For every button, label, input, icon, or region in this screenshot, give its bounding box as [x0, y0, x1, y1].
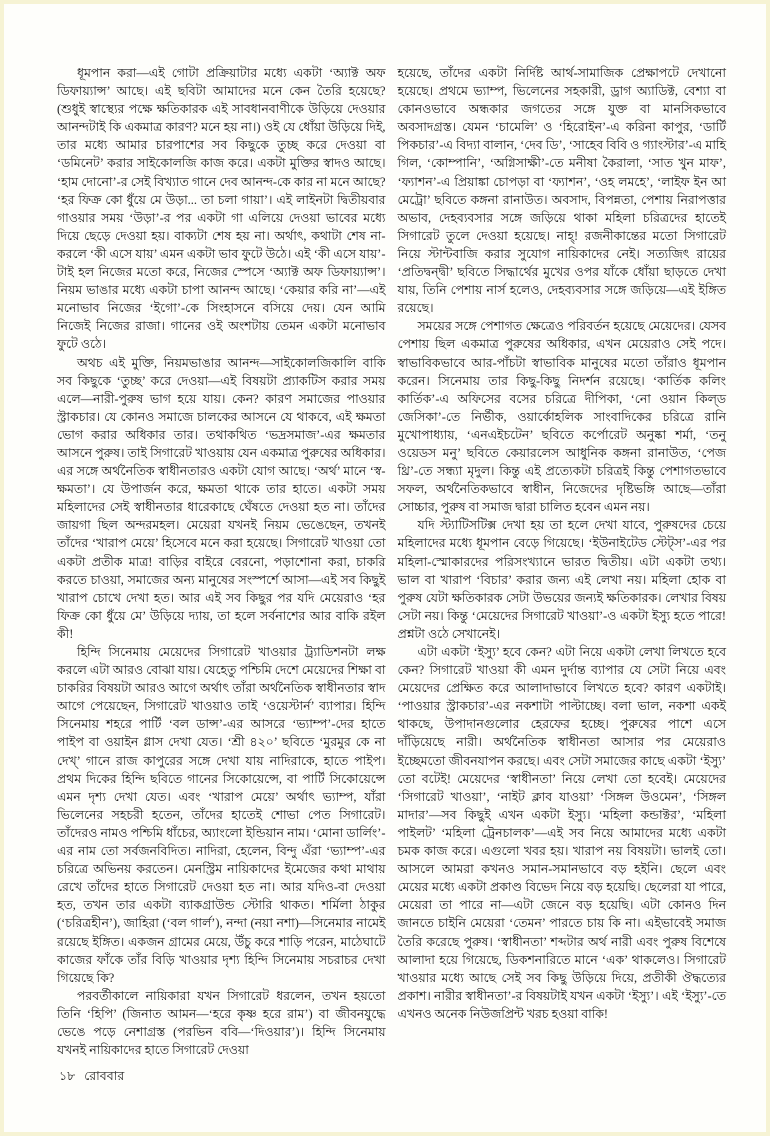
magazine-title: রোববার: [84, 1069, 125, 1083]
article-paragraph: ধূমপান করা—এই গোটা প্রক্রিয়াটার মধ্যে একটা ‘অ্যাক্ট অফ ডিফায়্যান্স’ আছে। এই ছবিটা আমাদের মনে কেন তৈরি হয়েছে? (শুধুই স্বাস্থ্যের পক্ষে ক্ষতিকারক এই সাবধানবাণীকে উড়িয়ে দেওয়ার আনন্দটাই কি একমাত্র কারণ? মনে হয় না।) ওই যে ধোঁয়া উড়িয়ে দিই, তার মধ্যে আমার চারপাশের সব কিছুকে তুচ্ছ করে দেওয়া বা ‘ডমিনেট’ করার সাইকোলজি কাজ করে। একটা মুক্তির স্বাদও আছে। ‘হাম দোনো’-র সেই বিখ্যাত গানে দেব আনন্দ-কে কার না মনে আছে? ‘হর ফিক্র কো ধুঁয়ে মে উড়া... তা চলা গায়া’। এই লাইনটা দ্বিতীয়বার গাওয়ার সময় ‘উড়া’-র পর একটা গা এলিয়ে দেওয়া ভাবের মধ্যে দিয়ে ছেড়ে দেওয়া হয়। বাক্যটা শেষ হয় না। অর্থাৎ, কথাটা শেষ না-করলে ‘কী এসে যায়’ এমন একটা ভাব ফুটে উঠে। এই ‘কী এসে যায়’-টাই হল নিজের মতো করে, নিজের স্পেসে ‘অ্যাক্ট অফ ডিফায়্যান্স’। নিয়ম ভাঙার মধ্যে একটা চাপা আনন্দ আছে। ‘কেয়ার করি না’—এই মনোভাব নিজের ‘ইগো’-কে সিংহাসনে বসিয়ে দেয়। যেন আমি নিজেই নিজের রাজা। গানের ওই অংশটায় তেমন একটা মনোভাব ফুটে ওঠে।: [57, 66, 386, 352]
article-paragraph: অথচ এই মুক্তি, নিয়মভাঙার আনন্দ—সাইকোলজিকালি বাকি সব কিছুকে ‘তুচ্ছ’ করে দেওয়া—এই বিষয়টা প্র্যাকটিস করার সময় এলে—নারী-পুরুষ ভাগ হয়ে যায়। কেন? কারণ সমাজের পাওয়ার স্ট্রাকচার। যে কোনও সমাজে চালকের আসনে যে থাকবে, এই ক্ষমতা ভোগ করার অধিকার তার। তথাকথিত ‘ভদ্রসমাজ’-এর ক্ষমতার আসনে পুরুষ। তাই সিগারেট খাওয়ায় যেন একমাত্র পুরুষের অধিকার। এর সঙ্গে অর্থনৈতিক স্বাধীনতারও একটা যোগ আছে। ‘অর্থ’ মানে ‘স্ব-ক্ষমতা’। যে উপার্জন করে, ক্ষমতা থাকে তার হাতে। একটা সময় মহিলাদের সেই স্বাধীনতার ধারেকাছে ঘেঁষতে দেওয়া হত না। তাঁদের জায়গা ছিল অন্দরমহল। মেয়েরা যখনই নিয়ম ভেঙেছেন, তখনই তাঁদের ‘খারাপ মেয়ে’ হিসেবে মনে করা হয়েছে। সিগারেট খাওয়া তো একটা প্রতীক মাত্র! বাড়ির বাইরে বেরনো, পড়াশোনা করা, চাকরি করতে চাওয়া, সমাজের অন্য মানুষের সংস্পর্শে আসা—এই সব কিছুই খারাপ চোখে দেখা হত। আর এই সব কিছুর পর যদি মেয়েরাও ‘হর ফিক্র কো ধুঁয়ে মে’ উড়িয়ে দ্যায়, তা হলে সর্বনাশের আর বাকি রইল কী!: [57, 355, 386, 641]
article-body: [57, 64, 726, 1059]
article-paragraph: সময়ের সঙ্গে পেশাগত ক্ষেত্রেও পরিবর্তন হয়েছে মেয়েদের। যেসব পেশায় ছিল একমাত্র পুরুষের অধিকার, এখন মেয়েরাও সেই পদে। স্বাভাবিকভাবে আর-পাঁচটা স্বাভাবিক মানুষের মতো তাঁরাও ধূমপান করেন। সিনেমায় তার কিছু-কিছু নিদর্শন রয়েছে। ‘কার্তিক কলিং কার্তিক’-এ অফিসের বসের চরিত্রে দীপিকা, ‘নো ওয়ান কিল্‌ড জেসিকা’-তে নির্ভীক, ওয়ার্কোহলিক সাংবাদিকের চরিত্রে রানি মুখোপাধ্যায়, ‘এনএইচটেন’ ছবিতে কর্পোরেট অনুষ্কা শর্মা, ‘তনু ওয়েডস মনু’ ছবিতে কেয়ারলেস আধুনিক কঙ্গনা রানাউত, ‘পেজ থ্রি’-তে সন্ধ্যা মৃদুল। কিন্তু এই প্রত্যেকটা চরিত্রই কিন্তু পেশাগতভাবে সফল, অর্থনৈতিকভাবে স্বাধীন, নিজেদের দৃষ্টিভঙ্গি আছে—তাঁরা সোচ্চার, পুরুষ বা সমাজ দ্বারা চালিত হবেন এমন নয়।: [397, 319, 726, 515]
article-paragraph: হিন্দি সিনেমায় মেয়েদের সিগারেট খাওয়ার ট্র্যাডিশনটা লক্ষ করলে এটা আরও বোঝা যায়। যেহেতু পশ্চিমি দেশে মেয়েদের শিক্ষা বা চাকরির বিষয়টা আরও আগে অর্থাৎ তাঁরা অর্থনৈতিক স্বাধীনতার স্বাদ আগে পেয়েছেন, সিগারেট খাওয়াও তাই ‘ওয়েস্টার্ন’ ব্যাপার। হিন্দি সিনেমায় শহরে পার্টি ‘বল ডান্স’-এর আসরে ‘ভ্যাম্প’-দের হাতে পাইপ বা ওয়াইন গ্লাস দেখা যেত। ‘শ্রী ৪২০’ ছবিতে ‘মুরমুর কে না দেখ্‌’ গানে রাজ কাপুরের সঙ্গে দেখা যায় নাদিরাকে, হাতে পাইপ। প্রথম দিকের হিন্দি ছবিতে গানের সিকোয়েন্সে, বা পার্টি সিকোয়েন্সে এমন দৃশ্য দেখা যেত। এবং ‘খারাপ মেয়ে’ অর্থাৎ ভ্যাম্প, যাঁরা ভিলেনের সহচরী হতেন, তাঁদের হাতেই শোভা পেত সিগারেট। তাঁদেরও নামও পশ্চিমি ধাঁচের, অ্যাংলো ইন্ডিয়ান নাম। ‘মোনা ডার্লিং’-এর নাম তো সর্বজনবিদিত। নাদিরা, হেলেন, বিন্দু এঁরা ‘ভ্যাম্প’-এর চরিত্রে অভিনয় করতেন। মেনস্ট্রিম নায়িকাদের ইমেজের কথা মাথায় রেখে তাঁদের হাতে সিগারেট দেওয়া হত না। আর যদিও-বা দেওয়া হত, তখন তার একটা ব্যাকগ্রাউন্ড স্টোরি থাকত। শর্মিলা ঠাকুর (‘চরিত্রহীন’), জাহিরা (‘বল গার্ল’), নন্দা (নয়া নশা)—সিনেমার নামেই রয়েছে ইঙ্গিত। একজন গ্রামের মেয়ে, উঁচু করে শাড়ি পরেন, মাঠেঘাটে কাজের ফাঁকে তাঁর বিড়ি খাওয়ার দৃশ্য হিন্দি সিনেমায় সচরাচর দেখা গিয়েছে কি?: [57, 645, 386, 985]
right-column: [398, 64, 727, 1059]
article-paragraph: এটা একটা ‘ইস্যু’ হবে কেন? এটা নিয়ে একটা লেখা লিখতে হবে কেন? সিগারেট খাওয়া কী এমন দুর্দান্ত ব্যাপার যে সেটা নিয়ে এবং মেয়েদের প্রেক্ষিত করে আলাদাভাবে লিখতে হবে? কারণ একটাই। ‘পাওয়ার স্ট্রাকচার’-এর নকশাটা পাল্টাচ্ছে। বলা ভাল, নকশা একই থাকছে, উপাদানগুলোর হেরফের হচ্ছে। পুরুষের পাশে এসে দাঁড়িয়েছে নারী। অর্থনৈতিক স্বাধীনতা আসার পর মেয়েরাও ইচ্ছেমতো জীবনযাপন করছে। এবং সেটা সমাজের কাছে একটা ‘ইস্যু’ তো বটেই! মেয়েদের ‘স্বাধীনতা’ নিয়ে লেখা তো হবেই। মেয়েদের ‘সিগারেট খাওয়া’, ‘নাইট ক্লাব যাওয়া’ ‘সিঙ্গল উওমেন’, ‘সিঙ্গল মাদার’—সব কিছুই এখন একটা ইস্যু। ‘মহিলা কন্ডাক্টর’, ‘মহিলা পাইলট’ ‘মহিলা ট্রেনচালক’—এই সব নিয়ে আমাদের মধ্যে একটা চমক কাজ করে। এগুলো খবর হয়। খারাপ নয় বিষয়টা। ভালই তো। আসলে আমরা কখনও সমান-সমানভাবে বড় হইনি। ছেলে এবং মেয়ের মধ্যে একটা প্রকাণ্ড বিভেদ নিয়ে বড় হয়েছি। ছেলেরা যা পারে, মেয়েরা তা পারে না—এটা জেনে বড় হয়েছি। এটা কোনও দিন জানতে চাইনি মেয়েরা ‘তেমন’ পারতে চায় কি না। এইভাবেই সমাজ তৈরি করেছে পুরুষ। ‘স্বাধীনতা’ শব্দটার অর্থ নারী এবং পুরুষ বিশেষে আলাদা হয়ে গিয়েছে, ডিকশনারিতে মানে ‘এক’ থাকলেও। সিগারেট খাওয়ার মধ্যে আছে সেই সব কিছু উড়িয়ে দিয়ে, প্রতীকী ঔদ্ধত্যের প্রকাশ। নারীর স্বাধীনতা’-র বিষয়টাই যখন একটা ‘ইস্যু’। এই ‘ইস্যু’-তে এখনও অনেক নিউজপ্রিন্ট খরচ হওয়া বাকি!: [397, 645, 726, 1021]
article-paragraph: যদি স্ট্যাটিসটিক্স দেখা হয় তা হলে দেখা যাবে, পুরুষদের চেয়ে মহিলাদের মধ্যে ধূমপান বেড়ে গিয়েছে। ‘ইউনাইটেড স্টেট্‌স’-এর পর মহিলা-স্মোকারদের পরিসংখ্যানে ভারত দ্বিতীয়। এটা একটা তথ্য। ভাল বা খারাপ ‘বিচার’ করার জন্য এই লেখা নয়। মহিলা হোক বা পুরুষ যেটা ক্ষতিকারক সেটা উভয়ের জন্যই ক্ষতিকারক। লেখার বিষয় সেটা নয়। কিন্তু ‘মেয়েদের সিগারেট খাওয়া’-ও একটা ইস্যু হতে পারে! প্রশ্নটা ওঠে সেখানেই।: [397, 518, 726, 641]
page-footer: [59, 1068, 124, 1084]
left-column: [57, 64, 386, 1059]
page-number: ১৮: [59, 1069, 76, 1083]
article-paragraph-continuation: হয়েছে, তাঁদের একটা নির্দিষ্ট আর্থ-সামাজিক প্রেক্ষাপটে দেখানো হয়েছে। প্রথমে ভ্যাম্প, ভিলেনের সহকারী, ড্রাগ অ্যাডিক্ট, বেশ্যা বা কোনওভাবে অন্ধকার জগতের সঙ্গে যুক্ত বা মানসিকভাবে অবসাদগ্রস্ত। যেমন ‘চামেলি’ ও ‘হিরোইন’-এ করিনা কাপুর, ‘ডার্টি পিকচার’-এ বিদ্যা বালান, ‘দেব ডি’, ‘সাহেব বিবি ও গ্যাংস্টার’-এ মাহি গিল, ‘কোম্পানি’, ‘অগ্নিসাক্ষী’-তে মনীষা কৈরালা, ‘সাত খুন মাফ’, ‘ফ্যাশন’-এ প্রিয়াঙ্কা চোপড়া বা ‘ফ্যাশন’, ‘ওহ লমহে’, ‘লাইফ ইন আ মেট্রো’ ছবিতে কঙ্গনা রানাউত। অবসাদ, বিপন্নতা, পেশায় নিরাপত্তার অভাব, দেহব্যবসার সঙ্গে জড়িয়ে থাকা মহিলা চরিত্রদের হাতেই সিগারেট তুলে দেওয়া হয়েছে। নাহ্‌! রজনীকান্তের মতো সিগারেট নিয়ে স্টান্টবাজি করার সুযোগ নায়িকাদের নেই। সত্যজিৎ রায়ের ‘প্রতিদ্বন্দ্বী’ ছবিতে সিদ্ধার্থের মুখের ওপর যাঁকে ধোঁয়া ছাড়তে দেখা যায়, তিনি পেশায় নার্স হলেও, দেহব্যবসার সঙ্গে জড়িয়ে—এই ইঙ্গিত রয়েছে।: [397, 66, 726, 316]
article-paragraph: পরবর্তীকালে নায়িকারা যখন সিগারেট ধরলেন, তখন হয়তো তিনি ‘হিপি’ (জিনাত আমন—‘হরে কৃষ্ণ হরে রাম’) বা জীবনযুদ্ধে ভেঙে পড়ে নেশাগ্রস্ত (পরভিন ববি—‘দিওয়ার’)। হিন্দি সিনেমায় যখনই নায়িকাদের হাতে সিগারেট দেওয়া: [57, 988, 386, 1058]
